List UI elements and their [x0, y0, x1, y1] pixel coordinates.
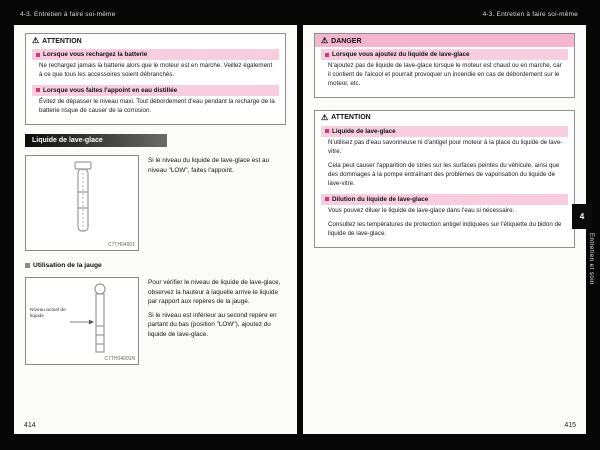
figure-caption-text: Si le niveau est inférieur au second repère en partant du bas (position "LOW"), ajoutez du liquide de lave-glace. — [148, 311, 277, 338]
caution-heading-text: Lorsque vous rechargez la batterie — [43, 51, 148, 58]
caution-paragraph: Vous pouvez diluer le liquide de lave-glace dans l'eau si nécessaire. — [328, 206, 515, 214]
caution-heading — [321, 126, 568, 137]
figure-row-dipstick — [25, 277, 286, 365]
attention-title-row — [315, 111, 574, 124]
warning-icon: ⚠ — [321, 112, 329, 122]
figure-caption — [148, 155, 286, 251]
gray-square-bullet — [25, 263, 30, 268]
subsection-heading — [25, 262, 286, 269]
washer-fluid-illustration — [25, 155, 139, 251]
fluid-level-label: Niveau actuel de liquide — [30, 307, 66, 320]
warning-icon: ⚠ — [321, 36, 329, 45]
pink-square-bullet — [36, 88, 40, 92]
running-header-left: 4-3. Entretien à faire soi-même — [20, 11, 116, 18]
pink-square-bullet — [325, 129, 329, 133]
caution-paragraph: N'utilisez pas d'eau savonneuse ni d'antigel pour moteur à la place du liquide de lave-vitre. — [328, 138, 563, 155]
page-right — [303, 25, 586, 434]
chapter-tab: 4 — [572, 204, 592, 229]
danger-title: DANGER — [331, 37, 362, 45]
page-left — [14, 25, 297, 434]
figure-caption — [148, 277, 286, 365]
figure-code: C7TH04001N — [104, 355, 135, 362]
caution-paragraph: N'ajoutez pas de liquide de lave-glace lorsque le moteur est chaud ou en marche, car il contient de l'alcool et pourrait provoquer un incendie en cas de débordement sur le moteur, etc. — [328, 62, 562, 87]
caution-paragraph: Ne rechargez jamais la batterie alors que le moteur est en marche. Veillez également à ce que tous les accessoires soient débranchés. — [39, 62, 273, 78]
figure-caption-text: Si le niveau du liquide de lave-glace est au niveau "LOW", faites l'appoint. — [148, 156, 270, 174]
dipstick-drawing-icon — [26, 278, 138, 364]
caution-heading-text: Dilution du liquide de lave-glace — [332, 195, 429, 203]
figure-row-reservoir — [25, 155, 286, 251]
reservoir-drawing-icon — [26, 156, 138, 250]
attention-box-right — [314, 110, 575, 248]
subsection-heading-text: Utilisation de la jauge — [33, 261, 102, 269]
caution-heading-text: Lorsque vous ajoutez du liquide de lave-glace — [332, 51, 470, 58]
figure-caption-text: Pour vérifier le niveau de liquide de lave-glace, observez la hauteur à laquelle arrive le liquide par rapport aux repères de la jauge. — [148, 278, 281, 306]
attention-title: ATTENTION — [42, 37, 82, 45]
caution-heading-text: Lorsque vous faites l'appoint en eau distillée — [43, 86, 178, 94]
page-number-left: 414 — [24, 422, 36, 429]
figure-code: C7TH04001 — [108, 241, 135, 248]
caution-paragraph: Consultez les températures de protection antigel indiquées sur l'étiquette du bidon de liquide de lave-glace. — [328, 220, 562, 237]
warning-icon: ⚠ — [32, 36, 40, 45]
attention-box-left — [25, 33, 286, 125]
caution-heading — [321, 49, 568, 60]
pink-square-bullet — [36, 53, 40, 57]
caution-heading — [32, 85, 279, 96]
danger-box — [314, 33, 575, 98]
page-number-right: 415 — [564, 422, 576, 429]
caution-paragraph: Cela peut causer l'apparition de stries sur les surfaces peintes du véhicule, ainsi que des dommages à la pompe entraînant des problèmes de vaporisation du liquide de lave-vitre. — [328, 161, 560, 187]
danger-title-row — [315, 34, 574, 47]
dipstick-illustration — [25, 277, 139, 365]
caution-heading-text: Liquide de lave-glace — [332, 127, 396, 135]
caution-heading — [321, 194, 568, 205]
attention-title: ATTENTION — [331, 114, 371, 122]
pink-square-bullet — [325, 53, 329, 57]
caution-heading — [32, 49, 279, 60]
chapter-tab-label: Entretien et soin — [588, 233, 594, 285]
pink-square-bullet — [325, 197, 329, 201]
attention-title-row — [26, 34, 285, 47]
section-title-bar: Liquide de lave-glace — [25, 134, 167, 147]
caution-paragraph: Évitez de dépasser le niveau maxi. Tout débordement d'eau pendant la recharge de la batterie risque de causer de la corrosion. — [39, 97, 275, 114]
running-header-right: 4-3. Entretien à faire soi-même — [482, 11, 578, 18]
